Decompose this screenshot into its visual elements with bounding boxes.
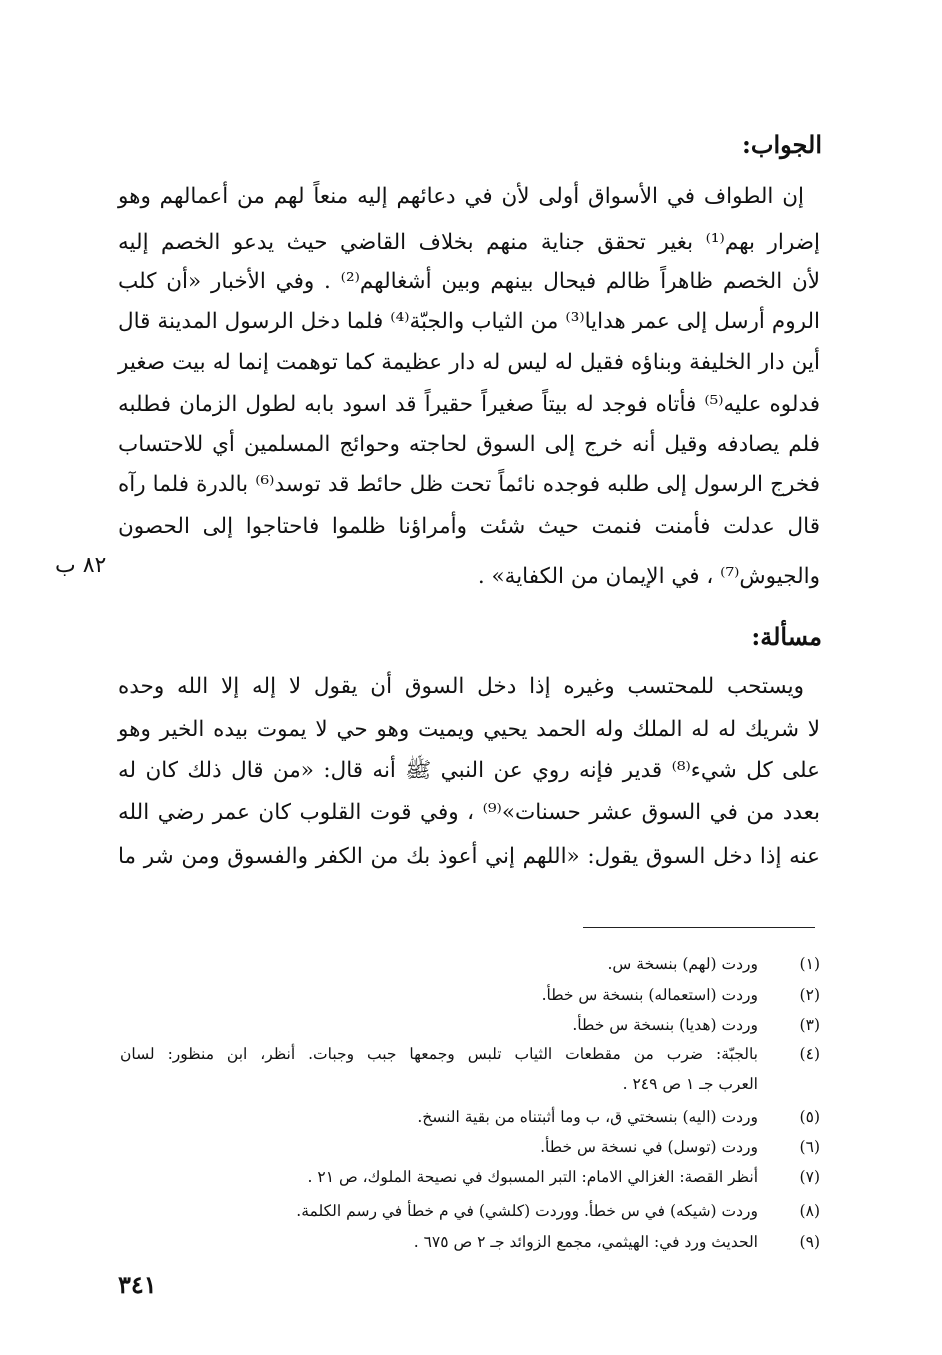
- footnote: [120, 1018, 820, 1038]
- footnote-number: (٩): [799, 1233, 820, 1251]
- text-line: والجيوش⁽⁷⁾ ، في الإيمان من الكفاية» .: [477, 564, 820, 589]
- footnote-number: (٧): [799, 1168, 820, 1186]
- footnote-text: وردت (اليه) بنسختي ق، ب وما أثبتناه من بقية النسخ.: [417, 1108, 758, 1126]
- text-line: لأن الخصم ظاهراً ظالم فيحال بينهم وبين أشغالهم⁽²⁾ . وفي الأخبار «أن كلب: [118, 269, 821, 294]
- text-line: فلم يصادفه وقيل أنه خرج إلى السوق لحاجته وحوائج المسلمين أي للاحتساب: [118, 432, 820, 457]
- footnote: [120, 1170, 820, 1190]
- footnote: [120, 1077, 820, 1097]
- footnote: [120, 1047, 820, 1067]
- footnote: [120, 1204, 820, 1224]
- text-line: الروم أرسل إلى عمر هدايا⁽³⁾ من الثياب والجبّة⁽⁴⁾ فلما دخل الرسول المدينة قال: [118, 309, 820, 334]
- footnote: [120, 1110, 820, 1130]
- text-line: قال عدلت فأمنت فنمت حيث شئت وأمراؤنا ظلموا فاحتاجوا إلى الحصون: [118, 514, 820, 539]
- footnote-number: (٢): [799, 986, 820, 1004]
- footnote-text: بالجبّة: ضرب من مقطعات الثياب تلبس وجمعها جبب وجبات. أنظر، ابن منظور: لسان: [120, 1045, 758, 1063]
- text-line: فخرج الرسول إلى طلبه فوجده نائماً تحت ظل حائط قد توسد⁽⁶⁾ بالدرة فلما رآه: [118, 472, 820, 497]
- text-line: لا شريك له له الملك وله الحمد يحيي ويميت وهو حي لا يموت بيده الخير وهو: [118, 717, 820, 742]
- footnote-text: وردت (لهم) بنسخة س.: [607, 955, 758, 973]
- footnote-number: (٨): [799, 1202, 820, 1220]
- footnote-text: وردت (توسل) في نسخة س خطأ.: [540, 1138, 758, 1156]
- heading-answer: الجواب:: [742, 130, 822, 159]
- text-line: ويستحب للمحتسب وغيره إذا دخل السوق أن يقول لا إله إلا الله وحده: [118, 674, 804, 699]
- margin-folio-note: ٨٢ ب: [55, 553, 107, 578]
- text-line: عنه إذا دخل السوق يقول: «اللهم إني أعوذ بك من الكفر والفسوق ومن شر ما: [118, 844, 820, 869]
- footnote-text: أنظر القصة: الغزالي الامام: التبر المسبوك في نصيحة الملوك، ص ٢١ .: [307, 1168, 758, 1186]
- footnote: [120, 988, 820, 1008]
- footnote-text: وردت (استعماله) بنسخة س خطأ.: [541, 986, 758, 1004]
- text-line: على كل شيء⁽⁸⁾ قدير فإنه روي عن النبي ﷺ أنه قال: «من قال ذلك كان له: [118, 758, 820, 783]
- footnote-number: (٣): [799, 1016, 820, 1034]
- footnote: [120, 1235, 820, 1255]
- text-line: إن الطواف في الأسواق أولى لأن في دعائهم إليه منعاً لهم من أعمالهم وهو: [118, 184, 804, 209]
- text-line: بعدد من في السوق عشر حسنات»⁽⁹⁾ ، وفي قوت القلوب كان عمر رضي الله: [118, 800, 821, 825]
- heading-issue: مسألة:: [751, 622, 822, 651]
- footnote-number: (١): [799, 955, 820, 973]
- footnote-text: وردت (شيكه) في س خطأ. ووردت (كلشي) في م خطأ في رسم الكلمة.: [296, 1202, 758, 1220]
- text-line: أين دار الخليفة وبناؤه فقيل له ليس له دار عظيمة كما توهمت إنما له بيت صغير: [118, 350, 820, 375]
- footnote-text-continued: العرب جـ ١ ص ٢٤٩ .: [622, 1075, 758, 1093]
- footnote-divider: [583, 927, 815, 928]
- text-line: فدلوه عليه⁽⁵⁾ فأتاه فوجد له بيتاً صغيراً حقيراً قد اسود بابه لطول الزمان فطلبه: [118, 392, 820, 417]
- footnote-number: (٦): [799, 1138, 820, 1156]
- footnote: [120, 1140, 820, 1160]
- page-number: ٣٤١: [118, 1270, 157, 1299]
- footnote-text: الحديث ورد في: الهيثمي، مجمع الزوائد جـ ٢ ص ٦٧٥ .: [413, 1233, 758, 1251]
- footnote-number: (٤): [799, 1045, 820, 1063]
- text-line: إضرار بهم⁽¹⁾ بغير تحقق جناية منهم بخلاف القاضي حيث يدعو الخصم إليه: [118, 230, 820, 255]
- footnote-number: (٥): [799, 1108, 820, 1126]
- footnote-text: وردت (هديا) بنسخة س خطأ.: [572, 1016, 758, 1034]
- footnote: [120, 957, 820, 977]
